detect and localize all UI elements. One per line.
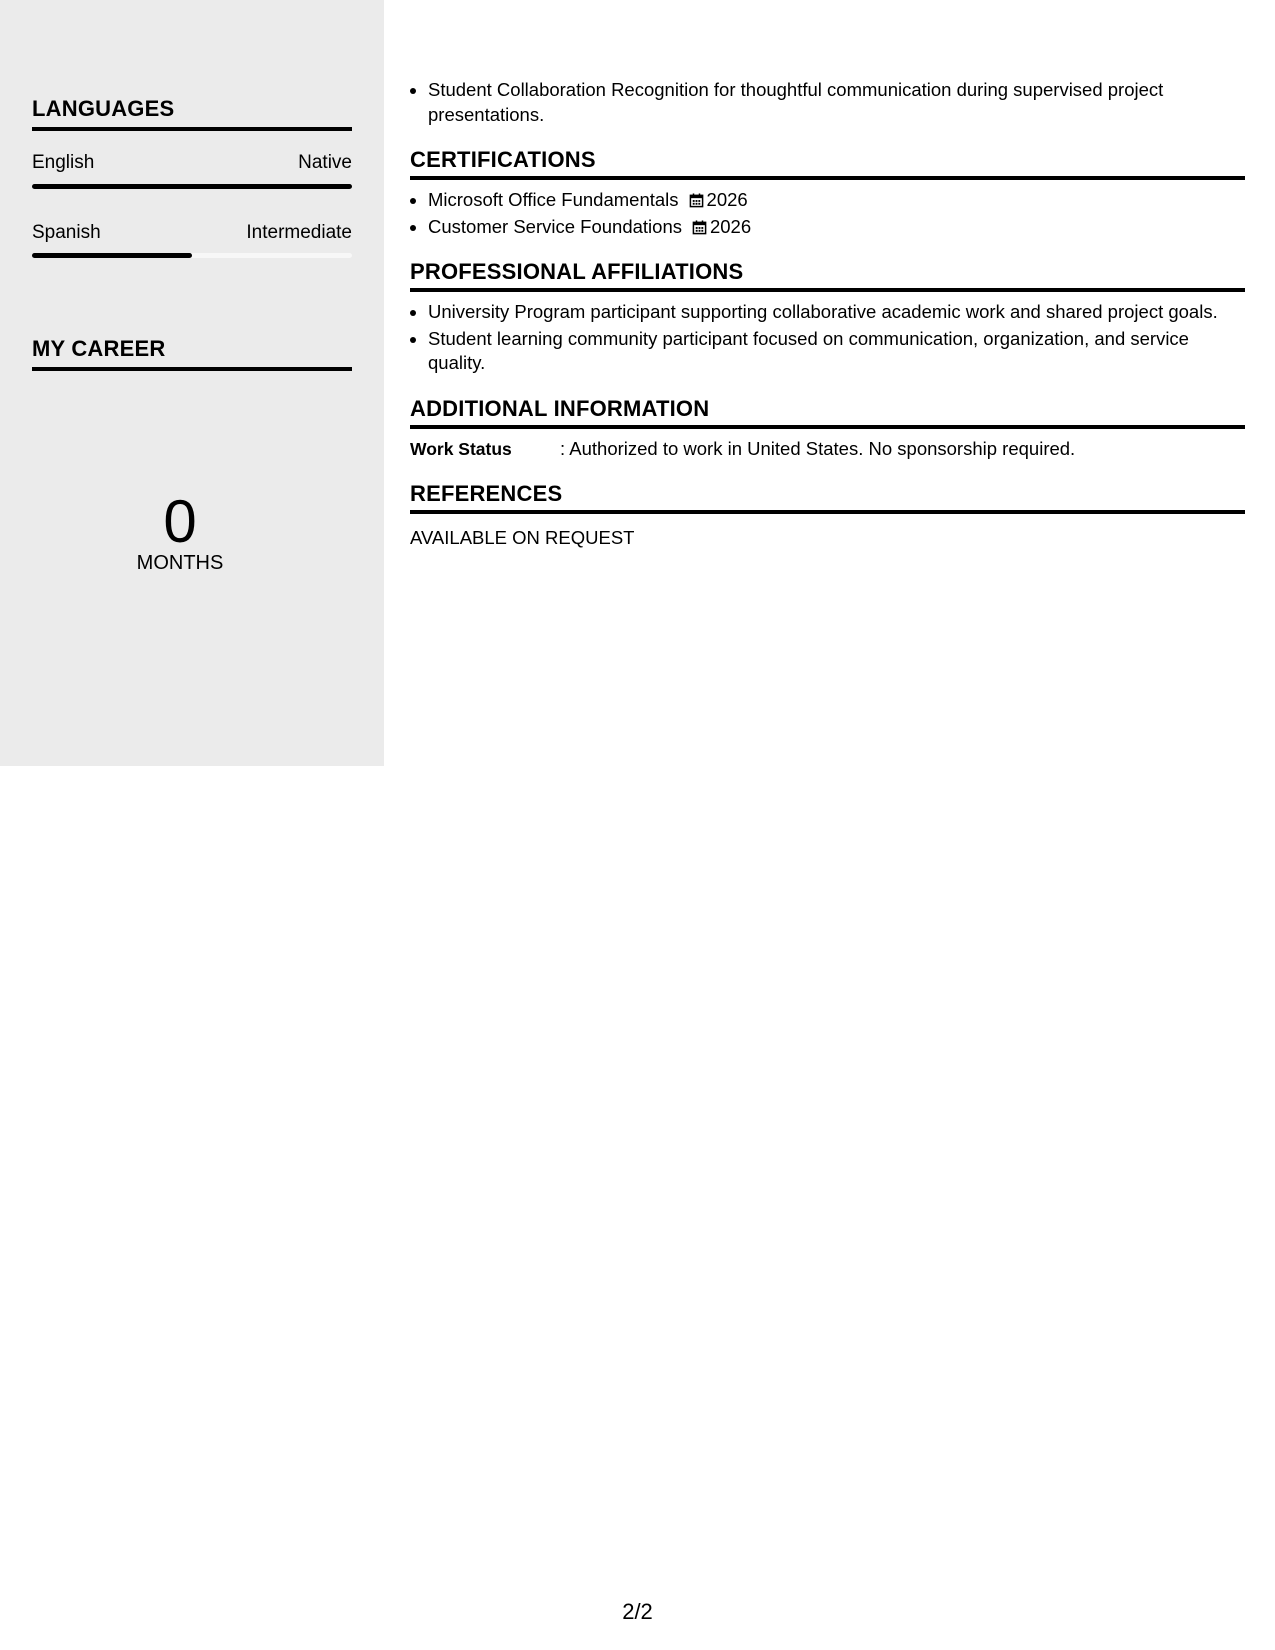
language-name: English (32, 152, 95, 173)
sidebar (0, 0, 384, 766)
certifications-heading: CERTIFICATIONS (410, 147, 1245, 180)
certifications-list (410, 188, 1245, 239)
references-heading: REFERENCES (410, 481, 1245, 514)
language-name: Spanish (32, 222, 101, 243)
certification-item (428, 188, 1245, 213)
list-item: • University Program participant supporting collaborative academic work and shared project goals. (428, 300, 1245, 325)
language-proficiency-fill (32, 253, 192, 258)
career-months-unit: MONTHS (136, 552, 224, 574)
language-level: Native (298, 152, 352, 173)
certification-name: Customer Service Foundations (428, 215, 682, 237)
additional-information-heading: ADDITIONAL INFORMATION (410, 396, 1245, 429)
certification-item (428, 215, 1245, 240)
work-status-value: : Authorized to work in United States. No sponsorship required. (560, 437, 1076, 459)
certification-date (692, 216, 751, 237)
certification-year: 2026 (706, 189, 748, 210)
references-text: AVAILABLE ON REQUEST (410, 526, 635, 548)
affiliations-list (410, 300, 1245, 376)
language-level: Intermediate (246, 222, 352, 243)
work-status-label: Work Status (410, 438, 512, 459)
awards-list (410, 78, 1245, 127)
certification-date (689, 189, 748, 210)
affiliations-heading: PROFESSIONAL AFFILIATIONS (410, 259, 1245, 292)
career-heading: MY CAREER (32, 337, 352, 371)
language-proficiency-bar-spanish (32, 253, 352, 258)
languages-heading: LANGUAGES (32, 97, 352, 131)
language-proficiency-bar-english (32, 184, 352, 189)
list-item: • Student Collaboration Recognition for thoughtful communication during supervised project presentations. (428, 78, 1245, 127)
work-status-row (410, 437, 1245, 461)
certification-year: 2026 (709, 215, 752, 237)
certification-name: Microsoft Office Fundamentals (428, 189, 679, 210)
language-proficiency-fill (32, 184, 352, 189)
page-number: 2/2 (622, 1599, 653, 1624)
career-months-value: 0 (163, 488, 197, 555)
list-item: • Student learning community participant focused on communication, organization, and service quality. (428, 327, 1245, 376)
calendar-icon (692, 220, 707, 235)
main-content (410, 78, 1245, 550)
calendar-icon (689, 193, 704, 208)
